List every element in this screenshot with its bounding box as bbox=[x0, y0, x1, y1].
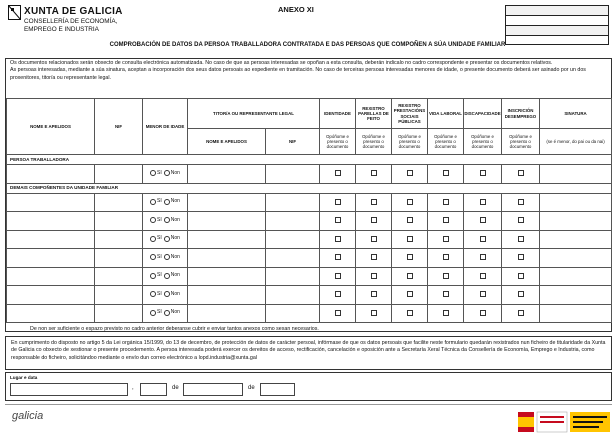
minor-yes-radio[interactable] bbox=[150, 217, 162, 223]
minor-no-label: Non bbox=[170, 216, 180, 223]
minor-no-radio[interactable] bbox=[164, 291, 180, 297]
unemployment-cell bbox=[502, 286, 540, 305]
name-cell[interactable] bbox=[7, 286, 95, 305]
oppose-partner-label: Opóñome e presento o documento bbox=[356, 129, 392, 155]
minor-no-radio[interactable] bbox=[164, 254, 180, 260]
unemployment-cell bbox=[502, 165, 540, 184]
partner-cell bbox=[356, 286, 392, 305]
disability-checkbox[interactable] bbox=[480, 170, 486, 176]
disability-checkbox[interactable] bbox=[480, 217, 486, 223]
partner-cell bbox=[356, 165, 392, 184]
minor-no-label: Non bbox=[170, 309, 180, 316]
minor-cell bbox=[143, 212, 188, 231]
disability-cell bbox=[464, 230, 502, 249]
minor-yes-radio[interactable] bbox=[150, 310, 162, 316]
government-of-spain-logo bbox=[518, 410, 610, 434]
page-title: COMPROBACIÓN DE DATOS DA PERSOA TRABALLADORA CONTRATADA E DAS PERSOAS QUE COMPOÑEN A SÚA UNIDADE FAMILIAR bbox=[109, 42, 506, 48]
partner-checkbox[interactable] bbox=[371, 310, 377, 316]
partner-checkbox[interactable] bbox=[371, 291, 377, 297]
identity-checkbox[interactable] bbox=[335, 199, 341, 205]
department-line-2: EMPREGO E INDUSTRIA bbox=[24, 25, 99, 33]
col-work-header: VIDA LABORAL bbox=[428, 99, 464, 129]
oppose-identity-label: Opóñome e presento o documento bbox=[320, 129, 356, 155]
radio-circle-icon bbox=[150, 273, 156, 279]
work-checkbox[interactable] bbox=[443, 217, 449, 223]
de-separator-2: de bbox=[248, 385, 255, 391]
work-cell bbox=[428, 230, 464, 249]
minor-yes-label: SI bbox=[157, 216, 162, 223]
col-nif-header: NIF bbox=[95, 99, 143, 155]
name-cell[interactable] bbox=[7, 193, 95, 212]
work-cell bbox=[428, 193, 464, 212]
info-paragraph-2: As persoas interesadas, mediante a súa sinatura, aceptan a incorporación dos seus datos persoais ao expediente en tramitación. No caso de terceiras persoas interesadas menores de idade, o presente documento deberá ser asinado por un dos proxenitores, titor/a ou representante legal. bbox=[10, 67, 586, 81]
minor-yes-radio[interactable] bbox=[150, 199, 162, 205]
xunta-emblem-icon bbox=[8, 5, 21, 20]
minor-yes-radio[interactable] bbox=[150, 273, 162, 279]
guardian-nif-cell[interactable] bbox=[266, 212, 320, 231]
unemployment-checkbox[interactable] bbox=[518, 254, 524, 260]
day-input[interactable] bbox=[140, 383, 167, 396]
name-cell[interactable] bbox=[7, 267, 95, 286]
radio-circle-icon bbox=[164, 236, 170, 242]
name-cell[interactable] bbox=[7, 212, 95, 231]
nif-cell[interactable] bbox=[95, 267, 143, 286]
identity-checkbox[interactable] bbox=[335, 273, 341, 279]
benefits-cell bbox=[392, 304, 428, 323]
persons-table bbox=[6, 98, 612, 323]
work-checkbox[interactable] bbox=[443, 291, 449, 297]
work-cell bbox=[428, 286, 464, 305]
minor-yes-radio[interactable] bbox=[150, 236, 162, 242]
table-row bbox=[7, 212, 612, 231]
benefits-checkbox[interactable] bbox=[407, 291, 413, 297]
partner-checkbox[interactable] bbox=[371, 199, 377, 205]
minor-no-label: Non bbox=[170, 235, 180, 242]
identity-cell bbox=[320, 230, 356, 249]
benefits-cell bbox=[392, 212, 428, 231]
unemployment-checkbox[interactable] bbox=[518, 236, 524, 242]
place-input[interactable] bbox=[10, 383, 128, 396]
radio-circle-icon bbox=[164, 310, 170, 316]
guardian-nif-cell[interactable] bbox=[266, 304, 320, 323]
logo-name: XUNTA DE GALICIA bbox=[24, 6, 123, 17]
benefits-checkbox[interactable] bbox=[407, 273, 413, 279]
identity-cell bbox=[320, 212, 356, 231]
place-date-label: Lugar e data bbox=[10, 375, 38, 380]
radio-circle-icon bbox=[164, 217, 170, 223]
disability-checkbox[interactable] bbox=[480, 236, 486, 242]
table-row bbox=[7, 165, 612, 184]
section-family-label: DEMAIS COMPOÑENTES DA UNIDADE FAMILIAR bbox=[7, 183, 612, 193]
unemployment-checkbox[interactable] bbox=[518, 217, 524, 223]
minor-yes-label: SI bbox=[157, 169, 162, 176]
annex-label: ANEXO XI bbox=[278, 5, 314, 14]
benefits-checkbox[interactable] bbox=[407, 170, 413, 176]
disability-checkbox[interactable] bbox=[480, 291, 486, 297]
identity-cell bbox=[320, 304, 356, 323]
radio-circle-icon bbox=[164, 170, 170, 176]
col-guardian-header: TITOR/A OU REPRESENTANTE LEGAL bbox=[188, 99, 320, 129]
table-row bbox=[7, 286, 612, 305]
work-cell bbox=[428, 249, 464, 268]
minor-cell bbox=[143, 249, 188, 268]
col-name-header: NOME E APELIDOS bbox=[7, 99, 95, 155]
minor-yes-radio[interactable] bbox=[150, 170, 162, 176]
col-partner-header: REXISTRO PARELLAS DE FEITO bbox=[356, 99, 392, 129]
minor-cell bbox=[143, 193, 188, 212]
unemployment-cell bbox=[502, 212, 540, 231]
guardian-nif-cell[interactable] bbox=[266, 286, 320, 305]
name-cell[interactable] bbox=[7, 304, 95, 323]
minor-yes-radio[interactable] bbox=[150, 291, 162, 297]
section-worker-label: PERSOA TRABALLADORA bbox=[7, 155, 612, 165]
radio-circle-icon bbox=[164, 199, 170, 205]
work-cell bbox=[428, 267, 464, 286]
work-cell bbox=[428, 165, 464, 184]
minor-yes-radio[interactable] bbox=[150, 254, 162, 260]
unemployment-checkbox[interactable] bbox=[518, 291, 524, 297]
disability-cell bbox=[464, 249, 502, 268]
signature-cell[interactable] bbox=[540, 249, 612, 268]
signature-note: (se é menor, do pai ou da nai) bbox=[540, 129, 612, 155]
nif-cell[interactable] bbox=[95, 230, 143, 249]
radio-circle-icon bbox=[150, 236, 156, 242]
guardian-name-cell[interactable] bbox=[188, 212, 266, 231]
radio-circle-icon bbox=[150, 217, 156, 223]
work-checkbox[interactable] bbox=[443, 254, 449, 260]
signature-cell[interactable] bbox=[540, 193, 612, 212]
nif-cell[interactable] bbox=[95, 286, 143, 305]
oppose-work-label: Opóñome e presento o documento bbox=[428, 129, 464, 155]
work-cell bbox=[428, 212, 464, 231]
benefits-checkbox[interactable] bbox=[407, 199, 413, 205]
table-row bbox=[7, 267, 612, 286]
minor-cell bbox=[143, 165, 188, 184]
identity-checkbox[interactable] bbox=[335, 291, 341, 297]
benefits-cell bbox=[392, 165, 428, 184]
work-checkbox[interactable] bbox=[443, 199, 449, 205]
identity-cell bbox=[320, 165, 356, 184]
guardian-nif-cell[interactable] bbox=[266, 165, 320, 184]
signature-cell[interactable] bbox=[540, 212, 612, 231]
radio-circle-icon bbox=[150, 170, 156, 176]
oppose-unemployment-label: Opóñome e presento o documento bbox=[502, 129, 540, 155]
partner-checkbox[interactable] bbox=[371, 170, 377, 176]
unemployment-checkbox[interactable] bbox=[518, 170, 524, 176]
minor-cell bbox=[143, 286, 188, 305]
col-minor-header: MENOR DE IDADE bbox=[143, 99, 188, 155]
identity-cell bbox=[320, 267, 356, 286]
col-guardian-nif-header: NIF bbox=[266, 129, 320, 155]
benefits-checkbox[interactable] bbox=[407, 217, 413, 223]
data-protection-notice: En cumprimento do disposto no artigo 5 da Lei orgánica 15/1999, do 13 de decembro, de protección de datos de carácter persoal, infórmase de que os datos persoais que facilite neste formulario quedarán rexistrados nun ficheiro de titularidade da Xunta de Galicia co obxecto de xestionar o presente procedemento. A persoa interesada poderá exercer os dereitos de acceso, rectificación, cancelación e oposición ante a Secretaría Xeral Técnica da Consellería de Economía, Emprego e Industria, como responsable do ficheiro, solicitándoo mediante o envío dun correo electrónico a lopd.industria@xunta.gal bbox=[5, 336, 612, 370]
minor-no-radio[interactable] bbox=[164, 273, 180, 279]
galicia-brand: galicia bbox=[12, 410, 44, 422]
name-cell[interactable] bbox=[7, 230, 95, 249]
department-line-1: CONSELLERÍA DE ECONOMÍA, bbox=[24, 18, 118, 25]
benefits-checkbox[interactable] bbox=[407, 236, 413, 242]
guardian-nif-cell[interactable] bbox=[266, 267, 320, 286]
info-text bbox=[10, 60, 607, 82]
radio-circle-icon bbox=[150, 199, 156, 205]
unemployment-checkbox[interactable] bbox=[518, 273, 524, 279]
col-signature-header: SINATURA bbox=[540, 99, 612, 129]
disability-cell bbox=[464, 193, 502, 212]
col-disability-header: DISCAPACIDADE bbox=[464, 99, 502, 129]
signature-cell[interactable] bbox=[540, 286, 612, 305]
table-row bbox=[7, 304, 612, 323]
identity-cell bbox=[320, 249, 356, 268]
disability-checkbox[interactable] bbox=[480, 310, 486, 316]
minor-no-radio[interactable] bbox=[164, 217, 180, 223]
col-guardian-name-header: NOME E APELIDOS bbox=[188, 129, 266, 155]
minor-no-label: Non bbox=[170, 272, 180, 279]
radio-circle-icon bbox=[164, 291, 170, 297]
footer-divider bbox=[5, 404, 612, 405]
disability-checkbox[interactable] bbox=[480, 254, 486, 260]
work-checkbox[interactable] bbox=[443, 170, 449, 176]
radio-circle-icon bbox=[164, 254, 170, 260]
guardian-name-cell[interactable] bbox=[188, 304, 266, 323]
guardian-name-cell[interactable] bbox=[188, 230, 266, 249]
minor-yes-label: SI bbox=[157, 198, 162, 205]
disability-checkbox[interactable] bbox=[480, 199, 486, 205]
unemployment-checkbox[interactable] bbox=[518, 310, 524, 316]
unemployment-checkbox[interactable] bbox=[518, 199, 524, 205]
partner-cell bbox=[356, 267, 392, 286]
disability-cell bbox=[464, 165, 502, 184]
info-paragraph-1: Os documentos relacionados serán obxecto de consulta electrónica automatizada. No caso de que as persoas interesadas se opoñan a esta consulta, deberán indicalo no cadro correspondente e presentar os documentos relativos. bbox=[10, 60, 553, 66]
unemployment-cell bbox=[502, 193, 540, 212]
minor-no-label: Non bbox=[170, 198, 180, 205]
oppose-benefits-label: Opóñome e presento o documento bbox=[392, 129, 428, 155]
minor-yes-label: SI bbox=[157, 253, 162, 260]
work-cell bbox=[428, 304, 464, 323]
radio-circle-icon bbox=[150, 254, 156, 260]
minor-no-label: Non bbox=[170, 290, 180, 297]
nif-cell[interactable] bbox=[95, 304, 143, 323]
benefits-checkbox[interactable] bbox=[407, 310, 413, 316]
benefits-cell bbox=[392, 249, 428, 268]
radio-circle-icon bbox=[164, 273, 170, 279]
guardian-name-cell[interactable] bbox=[188, 286, 266, 305]
partner-cell bbox=[356, 249, 392, 268]
department-name bbox=[24, 18, 117, 33]
minor-cell bbox=[143, 230, 188, 249]
minor-yes-label: SI bbox=[157, 272, 162, 279]
identity-checkbox[interactable] bbox=[335, 254, 341, 260]
xunta-logo bbox=[8, 5, 128, 39]
guardian-name-cell[interactable] bbox=[188, 193, 266, 212]
minor-no-radio[interactable] bbox=[164, 199, 180, 205]
minor-no-radio[interactable] bbox=[164, 310, 180, 316]
name-cell[interactable] bbox=[7, 249, 95, 268]
minor-no-radio[interactable] bbox=[164, 170, 180, 176]
guardian-nif-cell[interactable] bbox=[266, 193, 320, 212]
benefits-cell bbox=[392, 193, 428, 212]
month-input[interactable] bbox=[183, 383, 243, 396]
minor-no-label: Non bbox=[170, 253, 180, 260]
name-cell[interactable] bbox=[7, 165, 95, 184]
col-benefits-header: REXISTRO PRESTACIÓNS SOCIAIS PÚBLICAS bbox=[392, 99, 428, 129]
benefits-checkbox[interactable] bbox=[407, 254, 413, 260]
table-row bbox=[7, 249, 612, 268]
benefits-cell bbox=[392, 267, 428, 286]
col-identity-header: IDENTIDADE bbox=[320, 99, 356, 129]
minor-cell bbox=[143, 304, 188, 323]
nif-cell[interactable] bbox=[95, 249, 143, 268]
de-separator-1: de bbox=[172, 385, 179, 391]
identity-cell bbox=[320, 286, 356, 305]
unemployment-cell bbox=[502, 304, 540, 323]
disability-cell bbox=[464, 212, 502, 231]
identity-checkbox[interactable] bbox=[335, 236, 341, 242]
guardian-nif-cell[interactable] bbox=[266, 230, 320, 249]
partner-cell bbox=[356, 193, 392, 212]
nif-cell[interactable] bbox=[95, 165, 143, 184]
table-row bbox=[7, 193, 612, 212]
minor-yes-label: SI bbox=[157, 290, 162, 297]
identity-checkbox[interactable] bbox=[335, 217, 341, 223]
disability-cell bbox=[464, 304, 502, 323]
signature-cell[interactable] bbox=[540, 304, 612, 323]
benefits-cell bbox=[392, 230, 428, 249]
identity-checkbox[interactable] bbox=[335, 310, 341, 316]
signature-cell[interactable] bbox=[540, 165, 612, 184]
nif-cell[interactable] bbox=[95, 193, 143, 212]
partner-checkbox[interactable] bbox=[371, 217, 377, 223]
radio-circle-icon bbox=[150, 291, 156, 297]
partner-cell bbox=[356, 212, 392, 231]
year-input[interactable] bbox=[260, 383, 295, 396]
guardian-name-cell[interactable] bbox=[188, 267, 266, 286]
radio-circle-icon bbox=[150, 310, 156, 316]
partner-checkbox[interactable] bbox=[371, 273, 377, 279]
unemployment-cell bbox=[502, 267, 540, 286]
work-checkbox[interactable] bbox=[443, 310, 449, 316]
comma-separator: , bbox=[132, 385, 134, 391]
benefits-cell bbox=[392, 286, 428, 305]
identity-cell bbox=[320, 193, 356, 212]
procedure-box-row-3 bbox=[506, 26, 608, 36]
guardian-name-cell[interactable] bbox=[188, 249, 266, 268]
procedure-box-row-1 bbox=[506, 6, 608, 16]
table-row bbox=[7, 230, 612, 249]
procedure-box bbox=[505, 5, 609, 45]
unemployment-cell bbox=[502, 249, 540, 268]
col-unemployment-header: INSCRICIÓN DESEMPREGO bbox=[502, 99, 540, 129]
disability-cell bbox=[464, 286, 502, 305]
signature-cell[interactable] bbox=[540, 267, 612, 286]
partner-checkbox[interactable] bbox=[371, 236, 377, 242]
disability-checkbox[interactable] bbox=[480, 273, 486, 279]
minor-yes-label: SI bbox=[157, 235, 162, 242]
identity-checkbox[interactable] bbox=[335, 170, 341, 176]
minor-yes-label: SI bbox=[157, 309, 162, 316]
space-note: De non ser suficiente o espazo previsto no cadro anterior deberanse cubrir e enviar tantos anexos como sexan necesarios. bbox=[30, 326, 319, 332]
partner-checkbox[interactable] bbox=[371, 254, 377, 260]
partner-cell bbox=[356, 304, 392, 323]
minor-no-label: Non bbox=[170, 169, 180, 176]
work-checkbox[interactable] bbox=[443, 236, 449, 242]
nif-cell[interactable] bbox=[95, 212, 143, 231]
signature-cell[interactable] bbox=[540, 230, 612, 249]
partner-cell bbox=[356, 230, 392, 249]
minor-no-radio[interactable] bbox=[164, 236, 180, 242]
guardian-name-cell[interactable] bbox=[188, 165, 266, 184]
work-checkbox[interactable] bbox=[443, 273, 449, 279]
disability-cell bbox=[464, 267, 502, 286]
procedure-box-row-2 bbox=[506, 16, 608, 26]
oppose-disability-label: Opóñome e presento o documento bbox=[464, 129, 502, 155]
guardian-nif-cell[interactable] bbox=[266, 249, 320, 268]
unemployment-cell bbox=[502, 230, 540, 249]
minor-cell bbox=[143, 267, 188, 286]
